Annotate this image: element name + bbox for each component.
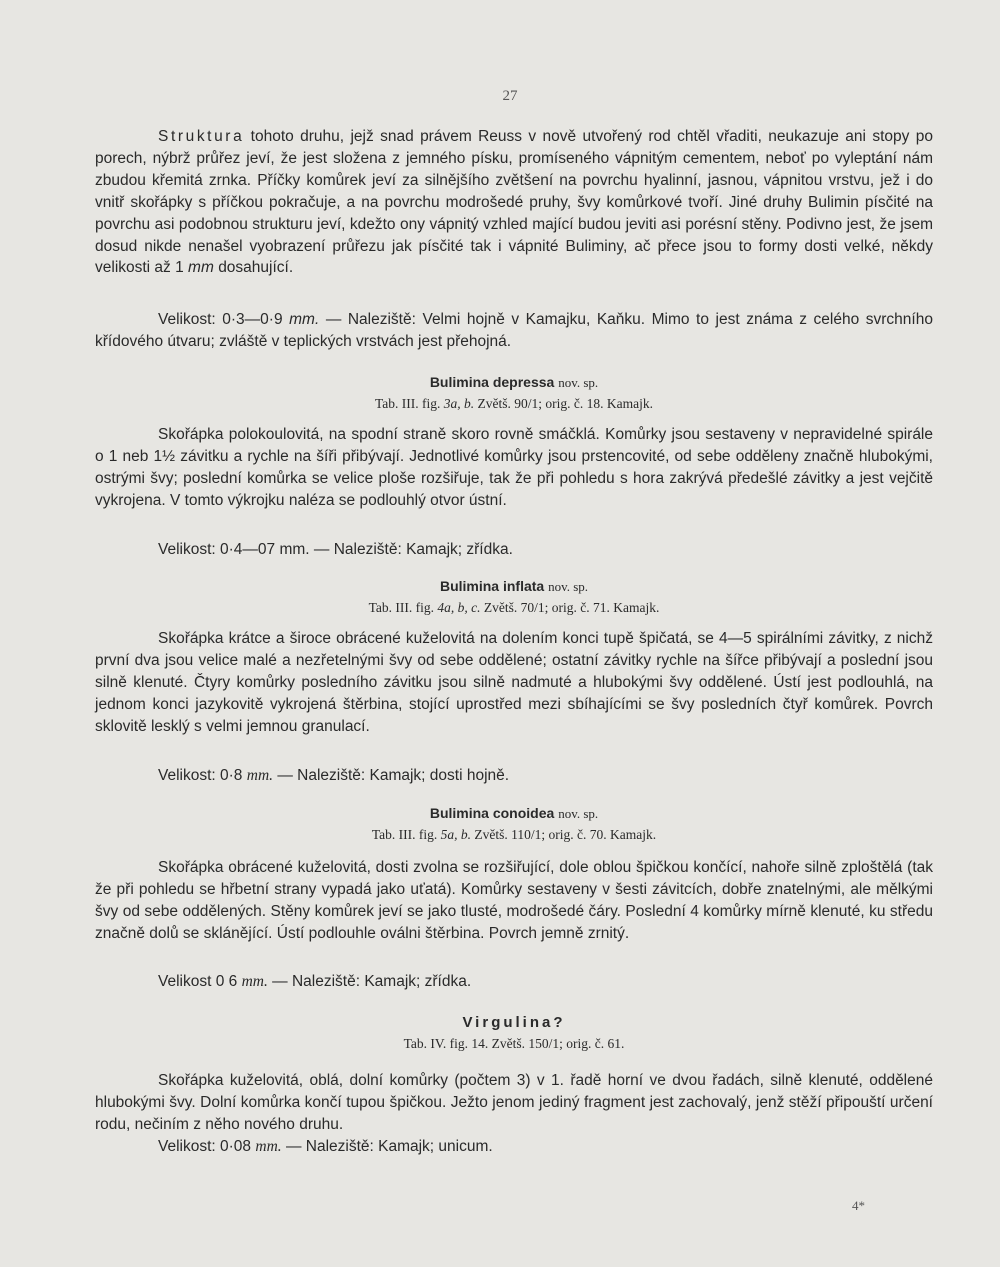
intro-lead: Struktura	[158, 128, 245, 145]
species-size: Velikost: 0·8 mm. — Naleziště: Kamajk; dosti hojně.	[158, 767, 510, 784]
signature-mark: 4*	[852, 1198, 865, 1213]
virgulina-heading: Virgulina?	[462, 1014, 566, 1031]
virgulina-reference: Tab. IV. fig. 14. Zvětš. 150/1; orig. č. 61.	[403, 1036, 625, 1051]
species-size: Velikost: 0·4—07 mm. — Naleziště: Kamajk; zřídka.	[158, 541, 513, 558]
species-heading: Bulimina inflata nov. sp.	[439, 578, 589, 594]
species-description: Skořápka polokoulovitá, na spodní straně skoro rovně smáčklá. Komůrky jsou sestaveny v nepravidelné spirále o 1 neb 1½ závitku a rychle na šíři přibývají. Jednotlivé komůrky jsou prstencovité, od sebe odděleny značně hlubokými, ostrými švy; poslední komůrka se velice ploše rozšiřuje, tak že při pohledu s hora zakrývá předešlé závitky a jest vejčitě vykrojena. V tomto výkrojku naléza se podlouhlý otvor ústní.	[95, 426, 933, 509]
intro-size-paragraph: Velikost: 0·3—0·9 mm. — Naleziště: Velmi hojně v Kamajku, Kaňku. Mimo to jest známa z celého svrchního křídového útvaru; zvláště v teplických vrstvách jest přehojná.	[95, 311, 933, 350]
species-heading: Bulimina depressa nov. sp.	[429, 374, 599, 390]
species-size: Velikost 0 6 mm. — Naleziště: Kamajk; zřídka.	[158, 973, 472, 990]
species-description: Skořápka obrácené kuželovitá, dosti zvolna se rozšiřující, dole oblou špičkou končící, nahoře silně zploštělá (tak že při pohledu se hřbetní strany vypadá jako uťatá). Komůrky sestaveny v šesti závitcích, dobře znatelnými, ale mělkými švy od sebe oddělených. Stěny komůrek jeví se jako tlusté, modrošedé čáry. Poslední 4 komůrky mírně klenuté, ku středu značně dolů se sklánějící. Ústí podlouhle oválni štěrbina. Povrch jemně zrnitý.	[95, 859, 933, 942]
species-description: Skořápka krátce a široce obrácené kuželovitá na dolením konci tupě špičatá, se 4—5 spirálními závitky, z nichž první dva jsou velice malé a nezřetelnými švy od sebe oddělené; ostatní závitky rychle na šířce přibývají a poslední jsou silně klenuté. Čtyry komůrky posledního závitku jsou silně nadmuté a hlubokými švy oddělené. Ústí jest podlouhlá, na jednom konci jazykovitě vykrojená štěrbina, stojící uprostřed mezi sbíhajícími se švy posledních čtyř komůrek. Povrch sklovitě lesklý s velmi jemnou granulací.	[95, 630, 933, 735]
species-reference: Tab. III. fig. 5a, b. Zvětš. 110/1; orig. č. 70. Kamajk.	[371, 827, 657, 842]
virgulina-description: Skořápka kuželovitá, oblá, dolní komůrky (počtem 3) v 1. řadě horní ve dvou řadách, silně klenuté, oddělené hlubokými švy. Dolní komůrka končí tupou špičkou. Ježto jenom jediný fragment jest zachovalý, jenž stěží připouští určení rodu, nečiním z něho nového druhu.	[95, 1072, 933, 1133]
species-heading: Bulimina conoidea nov. sp.	[429, 805, 599, 821]
species-reference: Tab. III. fig. 4a, b, c. Zvětš. 70/1; orig. č. 71. Kamajk.	[368, 600, 660, 615]
intro-paragraph: Struktura tohoto druhu, jejž snad právem Reuss v nově utvořený rod chtěl vřaditi, neukazuje ani stopy po porech, nýbrž průřez jeví, že jest složena z jemného písku, promíseného vápnitým cementem, neboť po vyleptání nám zbudou křemitá zrnka. Příčky komůrek jeví za silnějšího zvětšení na povrchu hyalinní, jasnou, vápnitou vrstvu, jež i do vnitř skořápky s příčkou pokračuje, a na povrchu modrošedé pruhy, švy komůrkové tvoří. Jiné druhy Bulimin písčité na povrchu asi podobnou strukturu jeví, kdežto ony vápnitý vzhled mající budou jeviti asi porésní stěny. Podivno jest, že jsem dosud nikde nenašel vyobrazení průřezu jak písčité tak i vápnité Buliminy, ač přece jsou to formy dosti velké, někdy velikosti až 1 mm dosahující.	[95, 128, 933, 277]
virgulina-size: Velikost: 0·08 mm. — Naleziště: Kamajk; unicum.	[158, 1138, 493, 1155]
page-number: 27	[502, 88, 518, 104]
species-reference: Tab. III. fig. 3a, b. Zvětš. 90/1; orig. č. 18. Kamajk.	[375, 396, 653, 411]
